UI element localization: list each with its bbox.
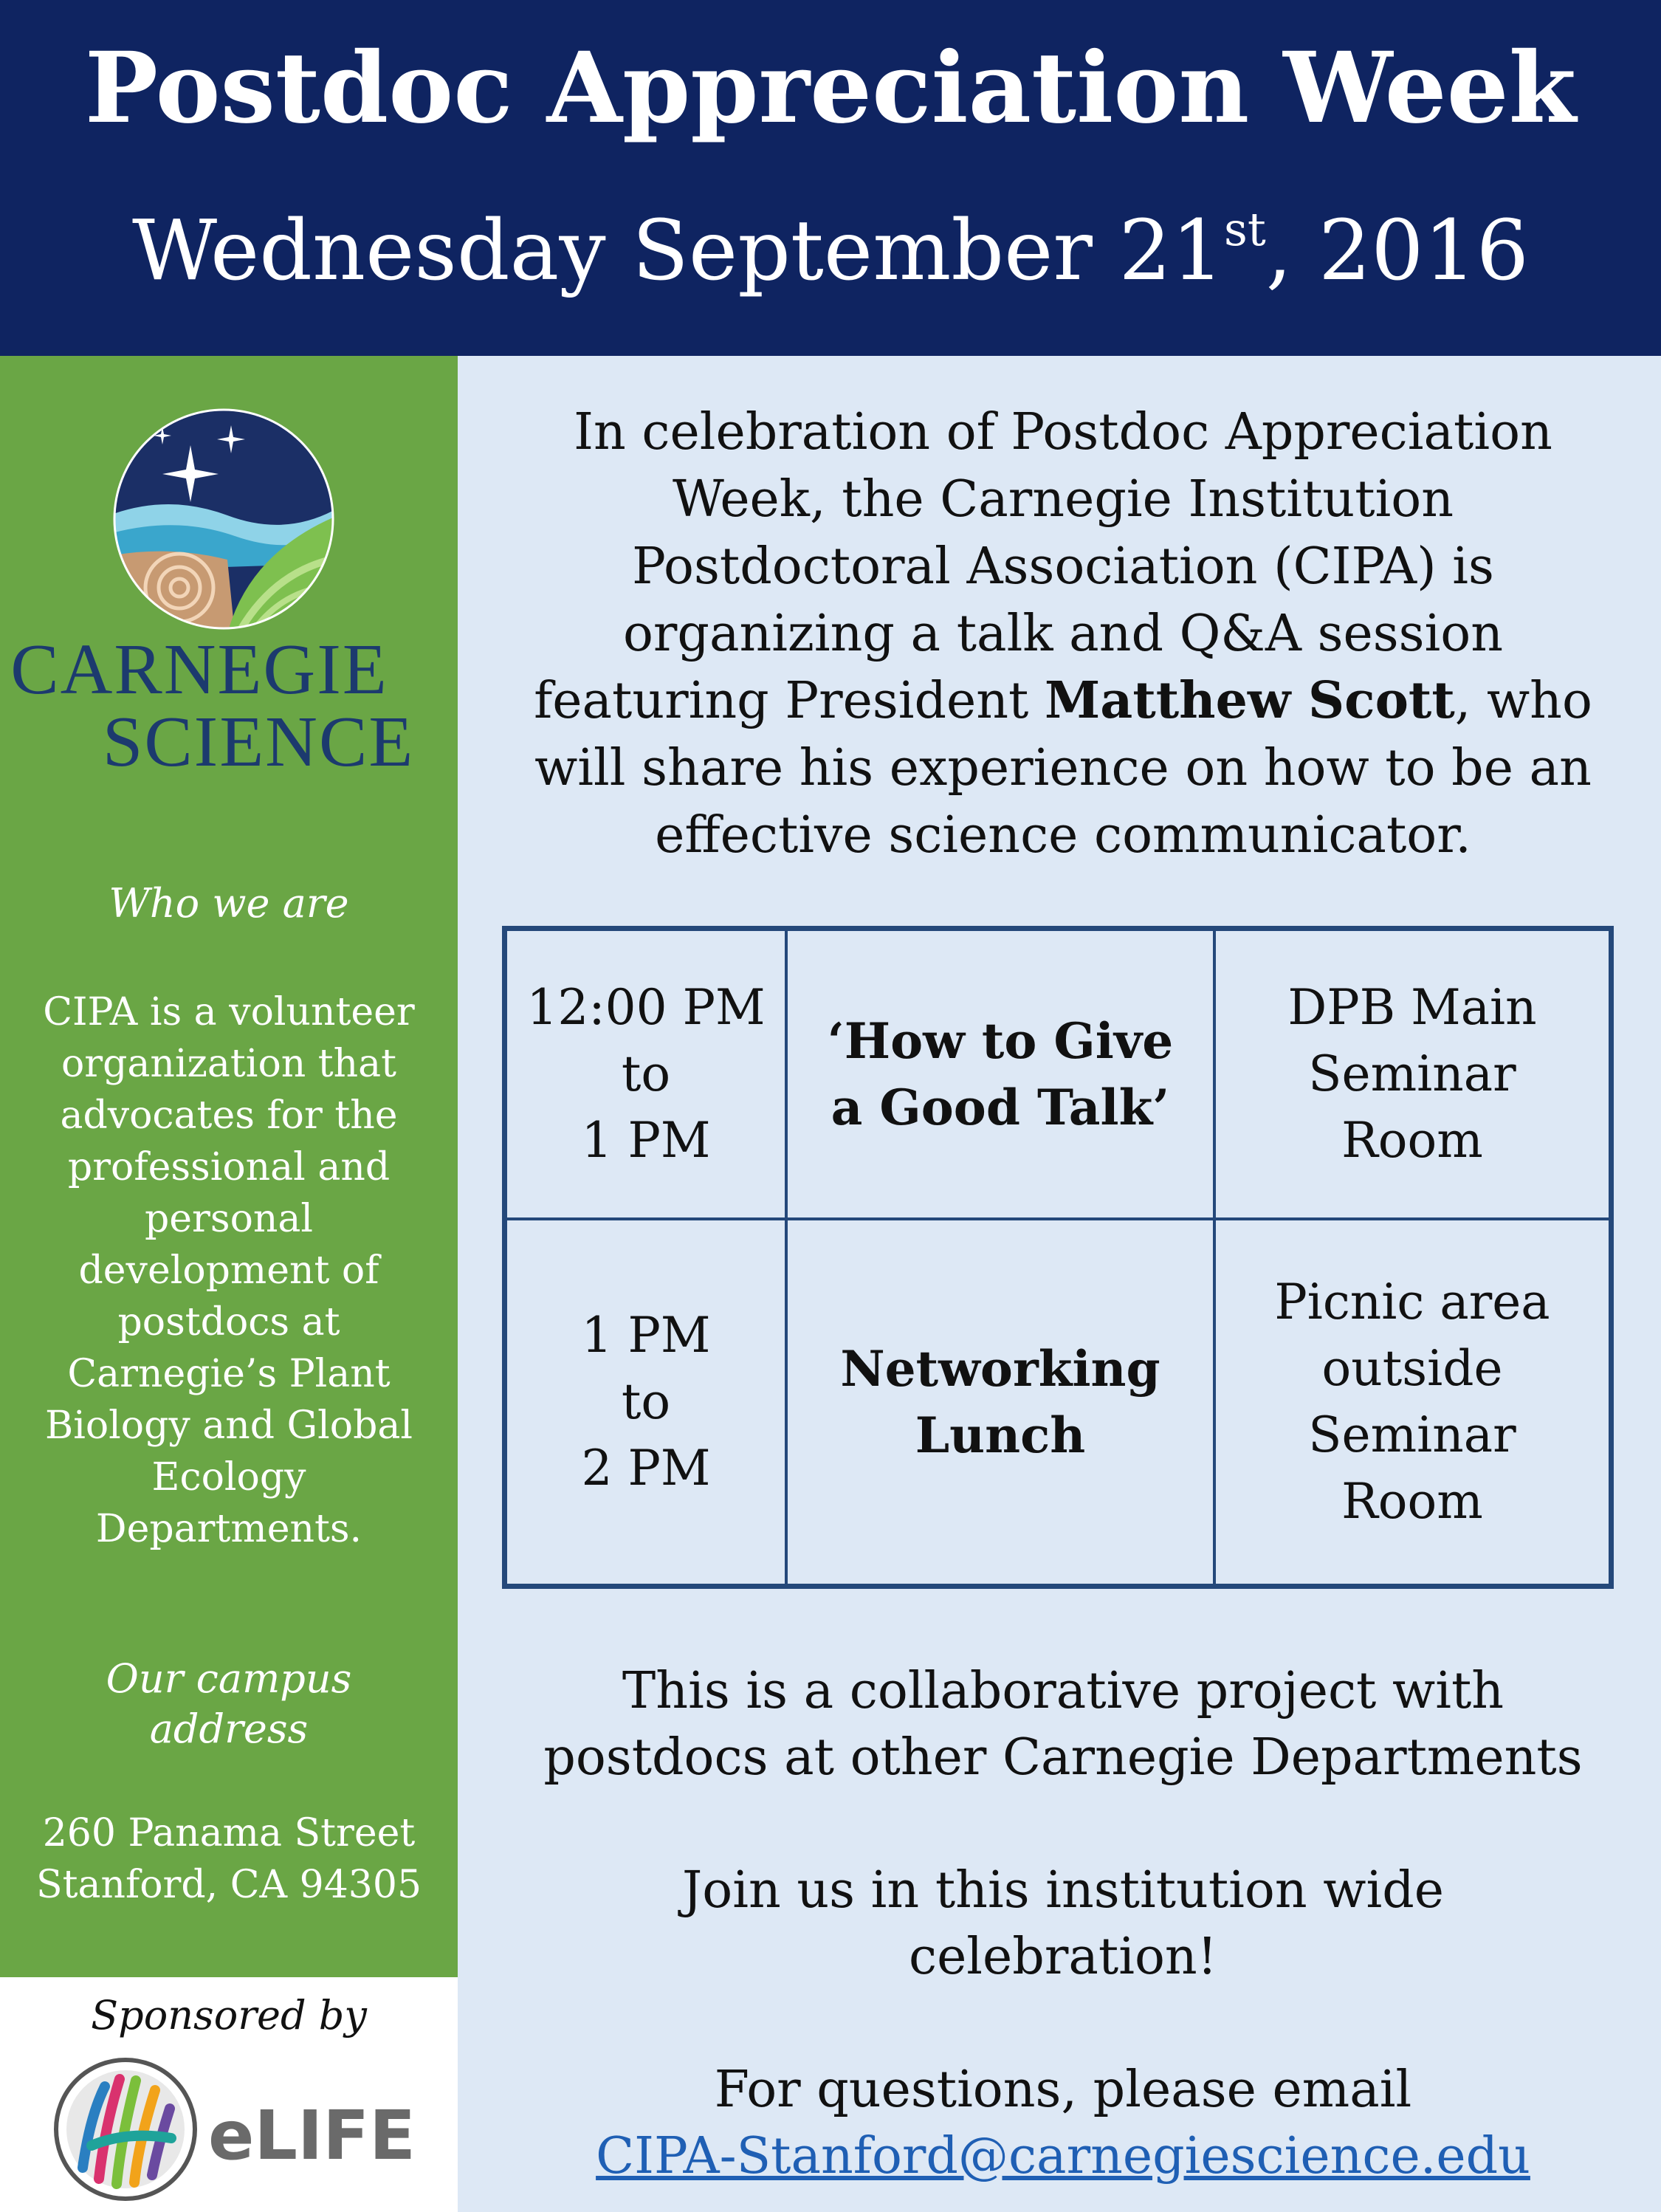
intro-line: will share his experience on how to be an: [534, 739, 1592, 797]
location-line: Room: [1341, 1473, 1483, 1530]
contact-note: [487, 2057, 1639, 2190]
location-line: Seminar: [1308, 1406, 1516, 1463]
who-line: postdocs at: [117, 1300, 340, 1344]
header-banner: [0, 0, 1661, 356]
join-line: celebration!: [908, 1928, 1218, 1986]
address-heading: [0, 1654, 458, 1754]
location-line: Seminar: [1308, 1045, 1516, 1102]
who-line: Biology and Global: [45, 1404, 413, 1448]
contact-email-link[interactable]: CIPA-Stanford@carnegiescience.edu: [596, 2127, 1530, 2185]
address-line: 260 Panama Street: [42, 1811, 416, 1855]
schedule-event: [788, 1220, 1213, 1584]
who-line: advocates for the: [60, 1093, 398, 1138]
who-line: Carnegie’s Plant: [67, 1352, 391, 1396]
time-line: 2 PM: [581, 1440, 711, 1497]
event-line: a Good Talk’: [830, 1079, 1170, 1136]
join-note: [487, 1858, 1639, 1991]
schedule-location: [1216, 1220, 1609, 1584]
sponsor-panel: [0, 1977, 458, 2212]
featuring-suffix: , who: [1454, 672, 1592, 730]
event-line: Lunch: [915, 1406, 1086, 1464]
date-year: , 2016: [1265, 203, 1529, 299]
collaboration-note: [487, 1658, 1639, 1791]
location-line: DPB Main: [1287, 979, 1537, 1036]
date-ordinal: st: [1224, 202, 1266, 256]
campus-address: [22, 1807, 436, 1911]
event-date: [0, 199, 1661, 303]
who-line: organization that: [61, 1042, 397, 1086]
schedule-table: [502, 926, 1614, 1589]
elife-logo-icon: [53, 2057, 198, 2202]
who-we-are-text: [22, 986, 436, 1555]
schedule-event: [788, 931, 1213, 1217]
intro-paragraph: [487, 399, 1639, 869]
speaker-name: Matthew Scott: [1044, 671, 1455, 730]
collab-line: postdocs at other Carnegie Departments: [543, 1728, 1583, 1787]
join-line: Join us in this institution wide: [682, 1861, 1444, 1920]
intro-line: organizing a talk and Q&A session: [622, 605, 1504, 663]
page-title: Postdoc Appreciation Week: [84, 31, 1577, 145]
brand-name-line2: SCIENCE: [102, 702, 415, 782]
time-line: 1 PM: [581, 1112, 711, 1169]
address-heading-line: Our campus: [106, 1655, 352, 1702]
address-heading-line: address: [149, 1706, 309, 1752]
schedule-location: [1216, 931, 1609, 1217]
intro-line: Postdoctoral Association (CIPA) is: [632, 537, 1494, 596]
schedule-time: [507, 1220, 785, 1584]
collab-line: This is a collaborative project with: [622, 1662, 1504, 1720]
event-line: Networking: [840, 1340, 1160, 1398]
sponsor-name: eLIFE: [208, 2096, 416, 2175]
who-line: personal: [144, 1197, 314, 1241]
intro-line: In celebration of Postdoc Appreciation: [574, 403, 1552, 461]
schedule-time: [507, 931, 785, 1217]
location-line: Room: [1341, 1112, 1483, 1169]
who-line: professional and: [67, 1145, 391, 1189]
sponsor-label: Sponsored by: [91, 1992, 367, 2038]
questions-text: For questions, please email: [714, 2061, 1412, 2119]
intro-line: Week, the Carnegie Institution: [672, 470, 1454, 529]
time-line: 12:00 PM: [526, 979, 766, 1036]
carnegie-logo-icon: [109, 405, 338, 633]
time-line: 1 PM: [581, 1307, 711, 1364]
who-line: Departments.: [95, 1507, 362, 1551]
event-line: ‘How to Give: [827, 1012, 1174, 1070]
address-line: Stanford, CA 94305: [35, 1863, 422, 1907]
location-line: Picnic area: [1274, 1274, 1550, 1330]
sidebar: [0, 356, 458, 1977]
who-line: CIPA is a volunteer: [43, 990, 415, 1034]
time-line: to: [621, 1045, 671, 1102]
location-line: outside: [1321, 1340, 1503, 1397]
who-line: Ecology: [151, 1455, 306, 1500]
featuring-prefix: featuring President: [534, 672, 1045, 730]
who-line: development of: [78, 1248, 379, 1293]
time-line: to: [621, 1373, 671, 1430]
intro-line: effective science communicator.: [655, 806, 1471, 865]
brand-name-line1: CARNEGIE: [10, 630, 388, 710]
who-we-are-heading: Who we are: [109, 880, 349, 927]
date-prefix: Wednesday September 21: [132, 203, 1225, 299]
intro-line: [487, 667, 1639, 735]
